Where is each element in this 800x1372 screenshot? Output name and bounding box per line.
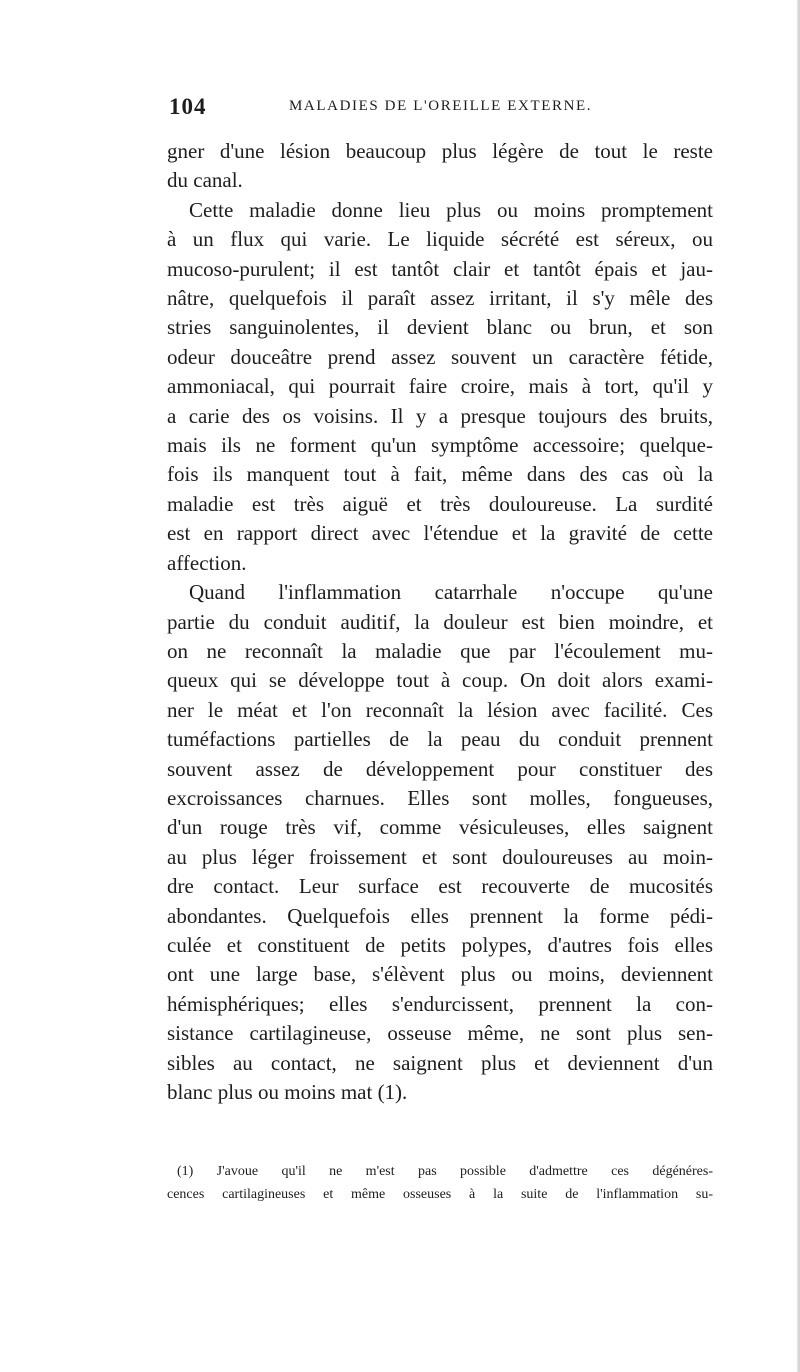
text-line: odeur douceâtre prend assez souvent un caractère fétide, <box>167 344 713 369</box>
footnote-line: cences cartilagineuses et même osseuses à la suite de l'inflammation su- <box>167 1187 713 1202</box>
text-line: abondantes. Quelquefois elles prennent la forme pédi- <box>167 903 713 928</box>
text-line: excroissances charnues. Elles sont molles, fongueuses, <box>167 785 713 810</box>
text-line: sibles au contact, ne saignent plus et deviennent d'un <box>167 1050 713 1075</box>
text-line: maladie est très aiguë et très douloureuse. La surdité <box>167 491 713 516</box>
text-line: à un flux qui varie. Le liquide sécrété est séreux, ou <box>167 227 713 252</box>
page-number: 104 <box>169 94 207 119</box>
text-line: sistance cartilagineuse, osseuse même, ne sont plus sen- <box>167 1021 713 1046</box>
text-line: Quand l'inflammation catarrhale n'occupe qu'une <box>189 580 713 605</box>
text-line: du canal. <box>167 168 243 193</box>
text-line: ammoniacal, qui pourrait faire croire, mais à tort, qu'il y <box>167 374 713 399</box>
text-line: mais ils ne forment qu'un symptôme accessoire; quelque- <box>167 433 713 458</box>
text-line: d'un rouge très vif, comme vésiculeuses, elles saignent <box>167 815 713 840</box>
text-line: Cette maladie donne lieu plus ou moins promptement <box>189 197 713 222</box>
running-head <box>169 94 713 124</box>
text-line: est en rapport direct avec l'étendue et la gravité de cette <box>167 521 713 546</box>
text-line: on ne reconnaît la maladie que par l'écoulement mu- <box>167 638 713 663</box>
text-line: stries sanguinolentes, il devient blanc ou brun, et son <box>167 315 713 340</box>
text-line: gner d'une lésion beaucoup plus légère de tout le reste <box>167 139 713 163</box>
text-line: hémisphériques; elles s'endurcissent, prennent la con- <box>167 991 713 1016</box>
text-line: fois ils manquent tout à fait, même dans des cas où la <box>167 462 713 487</box>
footnote <box>167 1160 713 1206</box>
text-line: ner le méat et l'on reconnaît la lésion avec facilité. Ces <box>167 697 713 722</box>
text-line: mucoso-purulent; il est tantôt clair et tantôt épais et jau- <box>167 256 713 281</box>
text-line: au plus léger froissement et sont douloureuses au moin- <box>167 844 713 869</box>
text-line: ont une large base, s'élèvent plus ou moins, deviennent <box>167 962 713 987</box>
text-line: dre contact. Leur surface est recouverte de mucosités <box>167 874 713 899</box>
body-text <box>167 137 713 1107</box>
text-line: tuméfactions partielles de la peau du conduit prennent <box>167 727 713 752</box>
text-line: culée et constituent de petits polypes, d'autres fois elles <box>167 932 713 957</box>
running-title: MALADIES DE L'OREILLE EXTERNE. <box>289 98 593 114</box>
text-line: queux qui se développe tout à coup. On doit alors exami- <box>167 668 713 693</box>
text-line: blanc plus ou moins mat (1). <box>167 1080 408 1104</box>
text-line: a carie des os voisins. Il y a presque toujours des bruits, <box>167 403 713 428</box>
footnote-line: (1) J'avoue qu'il ne m'est pas possible d'admettre ces dégénéres- <box>177 1164 713 1179</box>
text-line: affection. <box>167 550 247 575</box>
text-line: souvent assez de développement pour constituer des <box>167 756 713 781</box>
text-line: nâtre, quelquefois il paraît assez irritant, il s'y mêle des <box>167 286 713 311</box>
text-line: partie du conduit auditif, la douleur est bien moindre, et <box>167 609 713 634</box>
